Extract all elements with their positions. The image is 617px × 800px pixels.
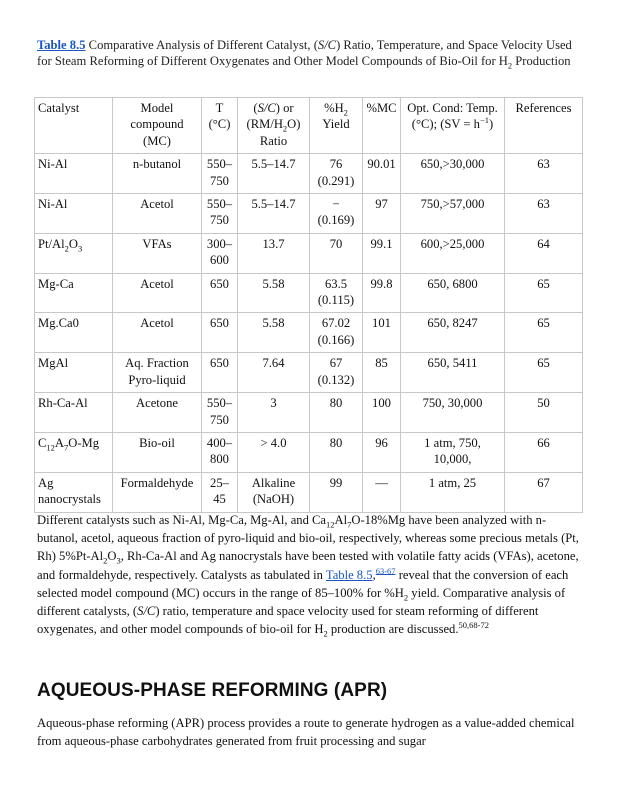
cell-h2-yield: 99 xyxy=(310,472,363,512)
cell-h2-yield: 76 (0.291) xyxy=(310,154,363,194)
cell-reference: 50 xyxy=(505,393,583,433)
cell-ratio: 5.58 xyxy=(238,273,310,313)
cell-h2-yield: 80 xyxy=(310,393,363,433)
cell-temperature: 550–750 xyxy=(202,154,238,194)
cell-reference: 63 xyxy=(505,194,583,234)
caption-text: ) Ratio, Temperature, and Space Velocity Used for Steam Reforming of Different Oxygenates and Other Model Compounds of Bio-Oil for H xyxy=(37,38,572,69)
cell-catalyst: Ni-Al xyxy=(35,194,113,234)
cell-reference: 65 xyxy=(505,353,583,393)
cell-mc: 85 xyxy=(363,353,401,393)
header-ratio: (S/C) or $(RM/H_2O)$ Ratio xyxy=(238,98,310,154)
table-row xyxy=(35,313,583,353)
cell-mc: 90.01 xyxy=(363,154,401,194)
cell-ratio: > 4.0 xyxy=(238,432,310,472)
cell-mc: 97 xyxy=(363,194,401,234)
table-row xyxy=(35,432,583,472)
table-row xyxy=(35,273,583,313)
cell-mc: 99.8 xyxy=(363,273,401,313)
cell-mc: 101 xyxy=(363,313,401,353)
cell-model-compound: n-butanol xyxy=(113,154,202,194)
cell-ratio: 3 xyxy=(238,393,310,433)
cell-temperature: 650 xyxy=(202,353,238,393)
header-references: References xyxy=(505,98,583,154)
cell-optimal-conditions: 650, 8247 xyxy=(401,313,505,353)
cell-temperature: 650 xyxy=(202,273,238,313)
table-reference-link[interactable]: Table 8.5 xyxy=(37,38,86,52)
cell-temperature: 550–750 xyxy=(202,393,238,433)
table-row xyxy=(35,472,583,512)
cell-reference: 64 xyxy=(505,233,583,273)
cell-model-compound: Formaldehyde xyxy=(113,472,202,512)
cell-reference: 67 xyxy=(505,472,583,512)
citation-link[interactable]: 63-67 xyxy=(375,565,396,576)
cell-temperature: 550–750 xyxy=(202,194,238,234)
cell-catalyst: $Pt/Al_2O_3$ xyxy=(35,233,113,273)
header-temperature: T (°C) xyxy=(202,98,238,154)
cell-mc: 100 xyxy=(363,393,401,433)
cell-reference: 63 xyxy=(505,154,583,194)
cell-catalyst: Mg-Ca xyxy=(35,273,113,313)
cell-optimal-conditions: 650, 6800 xyxy=(401,273,505,313)
cell-ratio: 13.7 xyxy=(238,233,310,273)
citation-link[interactable]: 50,68-72 xyxy=(458,620,489,631)
cell-h2-yield: 80 xyxy=(310,432,363,472)
cell-h2-yield: 67 (0.132) xyxy=(310,353,363,393)
body-paragraph: Aqueous-phase reforming (APR) process provides a route to generate hydrogen as a value-added chemical from aqueous-phase carbohydrates generated from fruit processing and sugar xyxy=(37,716,575,749)
header-h2-yield: $\%H_2$ Yield xyxy=(310,98,363,154)
cell-optimal-conditions: 750, 30,000 xyxy=(401,393,505,433)
cell-model-compound: Acetol xyxy=(113,313,202,353)
cell-temperature: 25–45 xyxy=(202,472,238,512)
cell-mc: 99.1 xyxy=(363,233,401,273)
table-row xyxy=(35,353,583,393)
table-row xyxy=(35,393,583,433)
cell-h2-yield: 67.02 (0.166) xyxy=(310,313,363,353)
cell-ratio: 5.58 xyxy=(238,313,310,353)
cell-model-compound: Acetol xyxy=(113,194,202,234)
caption-subscript: 2 xyxy=(507,60,513,71)
cell-reference: 65 xyxy=(505,273,583,313)
cell-optimal-conditions: 600,>25,000 xyxy=(401,233,505,273)
cell-optimal-conditions: 650, 5411 xyxy=(401,353,505,393)
table-row xyxy=(35,194,583,234)
cell-temperature: 650 xyxy=(202,313,238,353)
cell-catalyst: MgAl xyxy=(35,353,113,393)
cell-model-compound: VFAs xyxy=(113,233,202,273)
table-header-row xyxy=(35,98,583,154)
cell-temperature: 300–600 xyxy=(202,233,238,273)
cell-temperature: 400–800 xyxy=(202,432,238,472)
cell-mc: 96 xyxy=(363,432,401,472)
cell-h2-yield: 63.5 (0.115) xyxy=(310,273,363,313)
cell-optimal-conditions: 650,>30,000 xyxy=(401,154,505,194)
table-row xyxy=(35,154,583,194)
cell-catalyst: Mg.Ca0 xyxy=(35,313,113,353)
header-model-compound: Model compound (MC) xyxy=(113,98,202,154)
cell-catalyst: Ni-Al xyxy=(35,154,113,194)
body-paragraph: Different catalysts such as Ni-Al, Mg-Ca, Mg-Al, and $Ca_{12}Al_7O-18\%Mg$ have been analyzed with n-butanol, acetol, aqueous fraction of pyro-liquid and bio-oil, respectively, whereas some precious metals (Pt, Rh) $5\%Pt-Al_2O_3$, Rh-Ca-Al and Ag nanocrystals have been tested with volatile fatty acids (VFAs), acetone, and formaldehyde, respectively. Catalysts as tabulated in Table 8.5,$^{63-67}$ reveal that the conversion of each selected model compound (MC) occurs in the range of 85–100% for $\%H_2$ yield. Comparative analysis of different catalysts, (S/C) ratio, temperature and space velocity used for steam reforming of different oxygenates, and other model compounds of bio-oil for $H_2$ production are discussed.$^{50,68-72}$ xyxy=(37,513,579,639)
cell-optimal-conditions: 750,>57,000 xyxy=(401,194,505,234)
cell-optimal-conditions: 1 atm, 25 xyxy=(401,472,505,512)
header-mc: %MC xyxy=(363,98,401,154)
cell-ratio: 7.64 xyxy=(238,353,310,393)
cell-catalyst: $C_{12}A_7O-Mg$ xyxy=(35,432,113,472)
caption-sc: S/C xyxy=(317,38,337,52)
cell-model-compound: Aq. Fraction Pyro-liquid xyxy=(113,353,202,393)
cell-mc: — xyxy=(363,472,401,512)
cell-ratio: 5.5–14.7 xyxy=(238,154,310,194)
table-row xyxy=(35,233,583,273)
cell-ratio: 5.5–14.7 xyxy=(238,194,310,234)
table-caption xyxy=(37,37,585,70)
header-catalyst: Catalyst xyxy=(35,98,113,154)
cell-model-compound: Acetone xyxy=(113,393,202,433)
cell-h2-yield: − (0.169) xyxy=(310,194,363,234)
cell-model-compound: Acetol xyxy=(113,273,202,313)
cell-ratio: Alkaline (NaOH) xyxy=(238,472,310,512)
caption-text: Production xyxy=(512,54,571,69)
cell-reference: 66 xyxy=(505,432,583,472)
header-optimal-conditions: Opt. Cond: Temp. (°C); $(SV = h^{-1})$ xyxy=(401,98,505,154)
cell-catalyst: Ag nanocrystals xyxy=(35,472,113,512)
cell-h2-yield: 70 xyxy=(310,233,363,273)
cell-catalyst: Rh-Ca-Al xyxy=(35,393,113,433)
caption-text: Comparative Analysis of Different Catalyst, ( xyxy=(85,38,318,52)
cell-model-compound: Bio-oil xyxy=(113,432,202,472)
cell-optimal-conditions: 1 atm, 750, 10,000, xyxy=(401,432,505,472)
cell-reference: 65 xyxy=(505,313,583,353)
section-heading: AQUEOUS-PHASE REFORMING (APR) xyxy=(37,680,388,701)
table-reference-link[interactable]: Table 8.5 xyxy=(325,567,373,582)
comparison-table xyxy=(34,97,583,513)
